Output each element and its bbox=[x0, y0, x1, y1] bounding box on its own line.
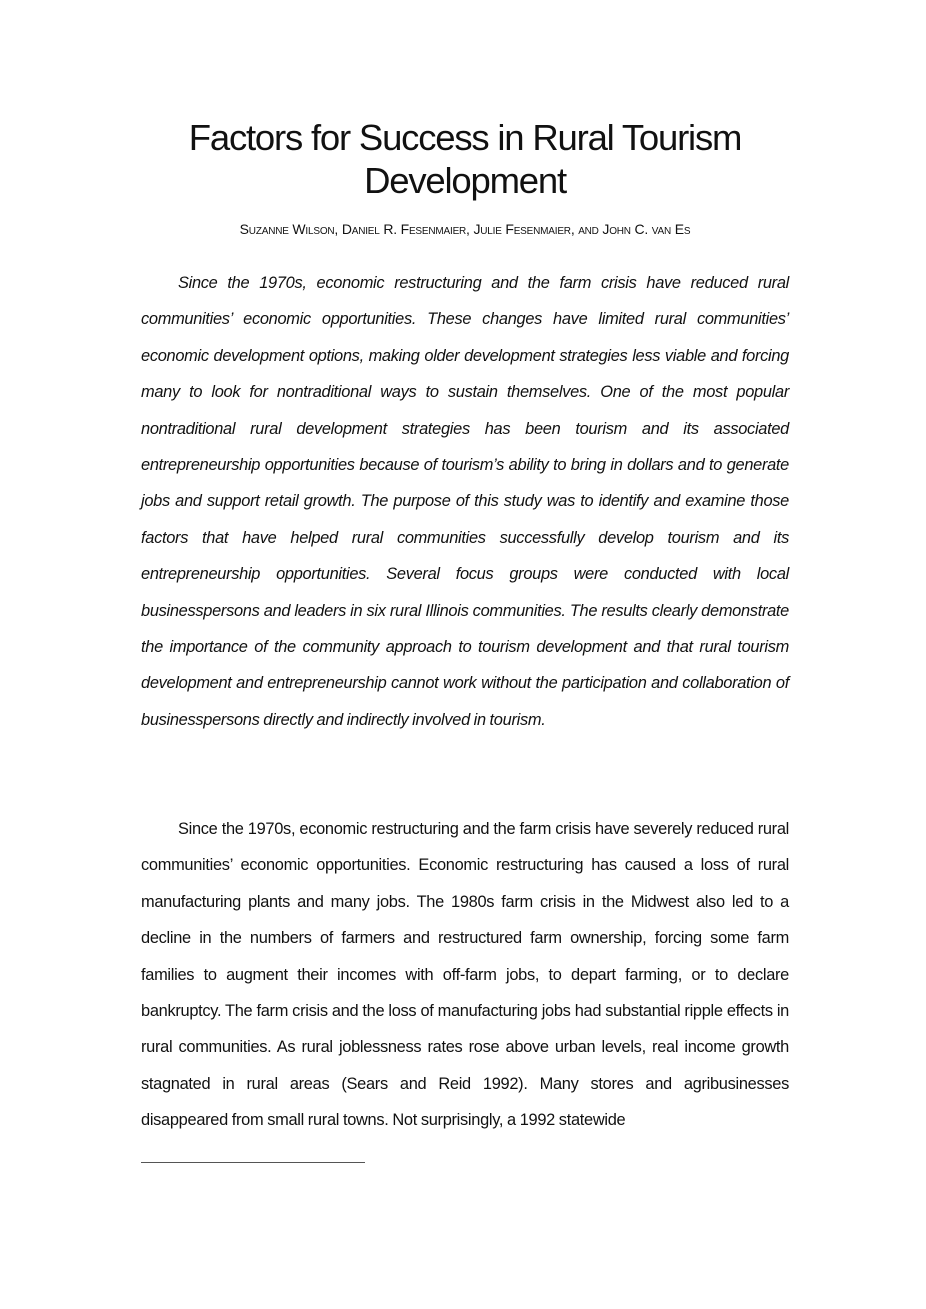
paper-title: Factors for Success in Rural Tourism Development bbox=[188, 117, 742, 201]
footnote-divider bbox=[141, 1162, 365, 1163]
author-list: Suzanne Wilson, Daniel R. Fesenmaier, Julie Fesenmaier, and John C. van Es bbox=[239, 221, 691, 237]
abstract-paragraph: Since the 1970s, economic restructuring and the farm crisis have reduced rural communities’ economic opportunities. These changes have limited rural communities’ economic development options, making older development strategies less viable and forcing many to look for nontraditional ways to sustain themselves. One of the most popular nontraditional rural development strategies has been tourism and its associated entrepreneurship opportunities because of tourism’s ability to bring in dollars and to generate jobs and support retail growth. The purpose of this study was to identify and examine those factors that have helped rural communities successfully develop tourism and its entrepreneurship opportunities. Several focus groups were conducted with local businesspersons and leaders in six rural Illinois communities. The results clearly demonstrate the importance of the community approach to tourism development and that rural tourism development and entrepreneurship cannot work without the participation and collaboration of businesspersons directly and indirectly involved in tourism. bbox=[141, 274, 789, 729]
body-paragraph: Since the 1970s, economic restructuring and the farm crisis have severely reduced rural communities’ economic opportunities. Economic restructuring has caused a loss of rural manufacturing plants and many jobs. The 1980s farm crisis in the Midwest also led to a decline in the numbers of farmers and restructured farm ownership, forcing some farm families to augment their incomes with off-farm jobs, to depart farming, or to declare bankruptcy. The farm crisis and the loss of manufacturing jobs had substantial ripple effects in rural communities. As rural joblessness rates rose above urban levels, real income growth stagnated in rural areas (Sears and Reid 1992). Many stores and agribusinesses disappeared from small rural towns. Not surprisingly, a 1992 statewide bbox=[141, 820, 789, 1130]
